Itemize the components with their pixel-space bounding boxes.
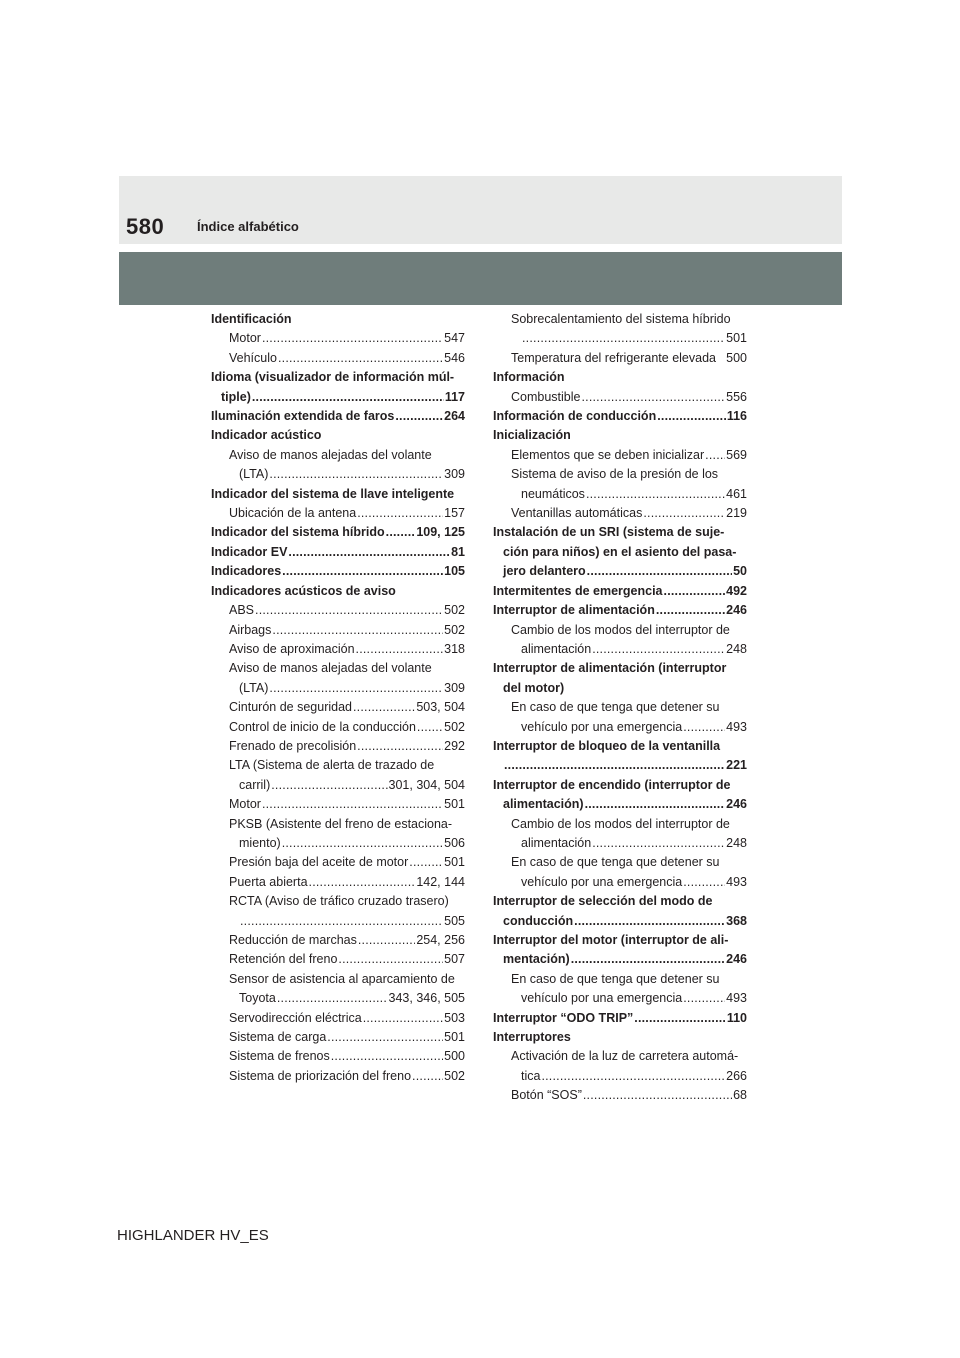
dot-leader: [272, 621, 443, 640]
index-entry: [211, 426, 465, 445]
entry-text: Idioma (visualizador de información múl-: [211, 370, 455, 385]
entry-text: Sistema de carga: [229, 1030, 327, 1045]
dot-leader: [592, 640, 725, 659]
entry-text: Indicadores acústicos de aviso: [211, 583, 396, 598]
index-subentry: [211, 698, 465, 717]
dot-leader: [269, 679, 443, 698]
page-reference: 502: [444, 1068, 465, 1083]
page-reference: 556: [726, 389, 747, 404]
dot-leader: [657, 407, 726, 426]
dot-leader: [683, 718, 725, 737]
page-reference: 569: [726, 447, 747, 462]
entry-text: Puerta abierta: [229, 874, 308, 889]
index-subentry: [493, 329, 747, 348]
index-subentry: [493, 815, 747, 834]
entry-text: Toyota: [239, 991, 276, 1006]
entry-text: Activación de la luz de carretera automá-: [511, 1049, 739, 1064]
section-title: Índice alfabético: [197, 219, 299, 234]
dot-leader: [255, 601, 443, 620]
index-subentry: [493, 1047, 747, 1066]
entry-text: Aviso de aproximación: [229, 641, 355, 656]
index-entry: [493, 737, 747, 756]
dot-leader: [683, 989, 725, 1008]
dot-leader: [262, 795, 443, 814]
page-reference: 502: [444, 719, 465, 734]
index-subentry: [211, 659, 465, 678]
dot-leader: [586, 485, 725, 504]
index-subentry: [211, 950, 465, 969]
page-reference: 50: [733, 564, 747, 579]
page-reference: 501: [444, 1030, 465, 1045]
index-subentry: [493, 1086, 747, 1105]
page-reference: 309: [444, 680, 465, 695]
page-reference: 142, 144: [416, 874, 465, 889]
footer-model-label: HIGHLANDER HV_ES: [117, 1227, 269, 1244]
index-subentry: [211, 756, 465, 775]
entry-text: LTA (Sistema de alerta de trazado de: [229, 758, 435, 773]
index-entry: [211, 562, 465, 581]
index-entry: [493, 407, 747, 426]
entry-text: Airbags: [229, 622, 272, 637]
index-subentry: [493, 485, 747, 504]
entry-text: Interruptor de bloqueo de la ventanilla: [493, 738, 721, 753]
dot-leader: [522, 329, 725, 348]
entry-text: Interruptor “ODO TRIP”: [493, 1010, 634, 1025]
entry-text: conducción: [503, 913, 574, 928]
entry-text: Indicadores: [211, 564, 282, 579]
entry-text: Información de conducción: [493, 409, 657, 424]
dot-leader: [269, 465, 443, 484]
entry-text: Botón “SOS”: [511, 1088, 582, 1103]
dot-leader: [358, 931, 415, 950]
entry-text: Información: [493, 370, 565, 385]
page-reference: 505: [444, 913, 465, 928]
entry-text: Identificación: [211, 312, 292, 326]
entry-text: ABS: [229, 603, 255, 618]
index-subentry: [211, 718, 465, 737]
entry-text: mentación): [503, 952, 570, 967]
index-subentry: [493, 621, 747, 640]
entry-text: alimentación: [521, 835, 592, 850]
page-reference: 507: [444, 952, 465, 967]
entry-text: Frenado de precolisión: [229, 738, 357, 753]
dot-leader: [353, 698, 415, 717]
dot-leader: [277, 989, 388, 1008]
entry-text: Indicador EV: [211, 544, 288, 559]
index-entry: [493, 912, 747, 931]
index-subentry: [211, 465, 465, 484]
page-reference: 500: [444, 1049, 465, 1064]
entry-text: Indicador del sistema de llave inteligente: [211, 486, 455, 501]
index-subentry: [211, 349, 465, 368]
page-reference: 547: [444, 331, 465, 346]
entry-text: Sistema de priorización del freno: [229, 1068, 412, 1083]
dot-leader: [240, 912, 443, 931]
index-column-left: [211, 310, 465, 1086]
entry-text: Aviso de manos alejadas del volante: [229, 661, 432, 676]
index-entry: [493, 368, 747, 387]
index-entry: [493, 892, 747, 911]
index-entry: [211, 582, 465, 601]
index-entry: [211, 368, 465, 387]
dot-leader: [705, 446, 725, 465]
page-reference: 461: [726, 486, 747, 501]
index-subentry: [493, 834, 747, 853]
page-reference: 546: [444, 350, 465, 365]
entry-text: RCTA (Aviso de tráfico cruzado trasero): [229, 894, 449, 909]
entry-text: Servodirección eléctrica: [229, 1010, 362, 1025]
index-subentry: [493, 698, 747, 717]
dot-leader: [331, 1047, 443, 1066]
index-entry: [493, 426, 747, 445]
dot-leader: [327, 1028, 443, 1047]
dot-leader: [252, 388, 444, 407]
entry-text: En caso de que tenga que detener su: [511, 700, 720, 715]
dot-leader: [574, 912, 725, 931]
page-reference: 246: [726, 797, 747, 812]
index-entry: [493, 795, 747, 814]
dot-leader: [656, 601, 725, 620]
entry-text: del motor): [503, 680, 565, 695]
dot-leader: [683, 873, 725, 892]
page-reference: 117: [444, 389, 465, 404]
entry-text: En caso de que tenga que detener su: [511, 971, 720, 986]
page-reference: 492: [726, 583, 747, 598]
entry-text: Sobrecalentamiento del sistema híbrido: [511, 312, 731, 326]
page-reference: 503, 504: [416, 700, 465, 715]
index-subentry: [493, 388, 747, 407]
page-reference: 221: [726, 758, 747, 773]
page-reference: 246: [726, 952, 747, 967]
index-subentry: [211, 1009, 465, 1028]
index-entry: [493, 562, 747, 581]
entry-text: jero delantero: [503, 564, 586, 579]
index-entry: [211, 523, 465, 542]
index-subentry: [211, 834, 465, 853]
index-entry: [493, 543, 747, 562]
index-subentry: [211, 892, 465, 911]
entry-text: Sistema de aviso de la presión de los: [511, 467, 719, 482]
index-subentry: [211, 912, 465, 931]
index-entry: [493, 776, 747, 795]
index-subentry: [211, 853, 465, 872]
index-subentry: [493, 446, 747, 465]
index-subentry: [493, 989, 747, 1008]
entry-text: Reducción de marchas: [229, 933, 357, 947]
entry-text: Motor: [229, 797, 261, 812]
page-reference: 248: [726, 641, 747, 656]
dot-leader: [581, 388, 725, 407]
index-entry: [211, 388, 465, 407]
index-entry: [211, 407, 465, 426]
index-entry: [493, 1009, 747, 1028]
entry-text: ción para niños) en el asiento del pasa-: [503, 544, 737, 559]
index-subentry: [493, 349, 747, 368]
entry-text: Presión baja del aceite de motor: [229, 855, 409, 870]
entry-text: neumáticos: [521, 486, 585, 501]
entry-text: Control de inicio de la conducción: [229, 719, 416, 734]
index-column-right: [493, 310, 747, 1106]
dot-leader: [417, 718, 443, 737]
page-reference: 502: [444, 622, 465, 637]
entry-text: vehículo por una emergencia: [521, 719, 683, 734]
dot-leader: [363, 1009, 443, 1028]
page-reference: 266: [726, 1068, 747, 1083]
dot-leader: [504, 756, 725, 775]
entry-text: Cinturón de seguridad: [229, 700, 352, 715]
index-entry: [493, 679, 747, 698]
dot-leader: [634, 1009, 726, 1028]
entry-text: Instalación de un SRI (sistema de suje-: [493, 525, 725, 540]
index-subentry: [211, 776, 465, 795]
page-reference: 157: [444, 506, 465, 521]
page-reference: 501: [444, 855, 465, 870]
index-entry: [211, 543, 465, 562]
dot-leader: [271, 776, 387, 795]
index-subentry: [493, 504, 747, 523]
dot-leader: [356, 640, 444, 659]
entry-text: Elementos que se deben inicializar: [511, 447, 705, 462]
page-reference: 248: [726, 835, 747, 850]
index-entry: [493, 601, 747, 620]
index-subentry: [211, 1028, 465, 1047]
dot-leader: [587, 562, 732, 581]
dot-leader: [288, 543, 450, 562]
index-entry: [493, 659, 747, 678]
page-reference: 110: [726, 1010, 747, 1025]
dot-leader: [585, 795, 726, 814]
index-subentry: [211, 504, 465, 523]
index-entry: [493, 1028, 747, 1047]
index-entry: [493, 931, 747, 950]
dot-leader: [338, 950, 443, 969]
entry-text: Cambio de los modos del interruptor de: [511, 622, 730, 637]
index-subentry: [211, 601, 465, 620]
index-subentry: [211, 815, 465, 834]
entry-text: Motor: [229, 331, 261, 346]
index-subentry: [211, 795, 465, 814]
page-reference: 81: [451, 544, 465, 559]
index-subentry: [211, 640, 465, 659]
entry-text: Cambio de los modos del interruptor de: [511, 816, 730, 831]
entry-text: Sensor de asistencia al aparcamiento de: [229, 971, 455, 986]
entry-text: (LTA): [239, 467, 269, 482]
index-entry: [493, 950, 747, 969]
entry-text: miento): [239, 835, 281, 850]
page-reference: 68: [733, 1088, 747, 1103]
entry-text: Combustible: [511, 389, 581, 404]
entry-text: alimentación): [503, 797, 584, 812]
entry-text: Retención del freno: [229, 952, 338, 967]
entry-text: Interruptor de alimentación: [493, 603, 655, 618]
entry-text: Ventanillas automáticas: [511, 506, 643, 521]
entry-text: Sistema de frenos: [229, 1049, 330, 1064]
entry-text: En caso de que tenga que detener su: [511, 855, 720, 870]
page-reference: 493: [726, 991, 747, 1006]
index-subentry: [211, 446, 465, 465]
index-entry: [211, 485, 465, 504]
index-subentry: [493, 465, 747, 484]
dot-leader: [278, 349, 443, 368]
entry-text: PKSB (Asistente del freno de estaciona-: [229, 816, 453, 831]
page-reference: 493: [726, 719, 747, 734]
entry-text: Interruptores: [493, 1030, 571, 1045]
dot-leader: [412, 1067, 443, 1086]
index-entry: [493, 756, 747, 775]
page-reference: 500: [726, 350, 747, 365]
entry-text: Interruptor del motor (interruptor de ali-: [493, 933, 729, 947]
page-reference: 502: [444, 603, 465, 618]
entry-text: Ubicación de la antena: [229, 506, 357, 521]
entry-text: Indicador del sistema híbrido: [211, 525, 385, 540]
index-subentry: [211, 737, 465, 756]
dot-leader: [643, 504, 725, 523]
index-subentry: [211, 989, 465, 1008]
page-reference: 506: [444, 835, 465, 850]
page-reference: 109, 125: [416, 525, 465, 540]
entry-text: alimentación: [521, 641, 592, 656]
page-reference: 105: [444, 564, 465, 579]
page-reference: 503: [444, 1010, 465, 1025]
dot-leader: [282, 834, 443, 853]
dot-leader: [357, 504, 443, 523]
entry-text: (LTA): [239, 680, 269, 695]
page-number: 580: [126, 214, 165, 239]
dot-leader: [592, 834, 725, 853]
page-reference: 219: [726, 506, 747, 521]
index-entry: [211, 310, 465, 329]
header-band: [119, 252, 842, 305]
index-subentry: [211, 970, 465, 989]
page-reference: 501: [726, 331, 747, 346]
page-reference: 318: [444, 641, 465, 656]
dot-leader: [664, 582, 726, 601]
page-reference: 343, 346, 505: [388, 991, 465, 1006]
index-subentry: [211, 1047, 465, 1066]
entry-text: Indicador acústico: [211, 428, 322, 443]
page-reference: 246: [726, 603, 747, 618]
index-subentry: [211, 1067, 465, 1086]
entry-text: Vehículo: [229, 350, 277, 365]
index-subentry: [493, 970, 747, 989]
index-subentry: [493, 873, 747, 892]
dot-leader: [262, 329, 443, 348]
entry-text: tica: [521, 1068, 541, 1083]
entry-text: Interruptor de encendido (interruptor de: [493, 777, 731, 792]
page-reference: 254, 256: [416, 933, 465, 947]
page-reference: 264: [444, 409, 465, 424]
index-subentry: [493, 640, 747, 659]
index-subentry: [211, 873, 465, 892]
dot-leader: [309, 873, 416, 892]
index-subentry: [211, 679, 465, 698]
dot-leader: [583, 1086, 732, 1105]
page-reference: 493: [726, 874, 747, 889]
index-subentry: [493, 310, 747, 329]
entry-text: Inicialización: [493, 428, 571, 443]
index-subentry: [493, 1067, 747, 1086]
entry-text: vehículo por una emergencia: [521, 874, 683, 889]
entry-text: Iluminación extendida de faros: [211, 409, 395, 424]
entry-text: Interruptor de selección del modo de: [493, 894, 713, 909]
index-subentry: [211, 621, 465, 640]
entry-text: Interruptor de alimentación (interruptor: [493, 661, 727, 676]
index-subentry: [211, 931, 465, 950]
dot-leader: [282, 562, 443, 581]
entry-text: Temperatura del refrigerante elevada: [511, 350, 716, 365]
index-subentry: [493, 853, 747, 872]
page-reference: 292: [444, 738, 465, 753]
index-subentry: [493, 718, 747, 737]
index-subentry: [211, 329, 465, 348]
dot-leader: [409, 853, 443, 872]
entry-text: vehículo por una emergencia: [521, 991, 683, 1006]
page-reference: 368: [726, 913, 747, 928]
entry-text: tiple): [221, 389, 251, 404]
index-entry: [493, 582, 747, 601]
dot-leader: [571, 950, 725, 969]
page-reference: 309: [444, 467, 465, 482]
dot-leader: [395, 407, 443, 426]
page-reference: 301, 304, 504: [388, 777, 465, 792]
entry-text: Intermitentes de emergencia: [493, 583, 663, 598]
page-reference: 116: [726, 409, 747, 424]
dot-leader: [541, 1067, 725, 1086]
dot-leader: [386, 523, 416, 542]
index-entry: [493, 523, 747, 542]
entry-text: carril): [239, 777, 271, 792]
dot-leader: [357, 737, 443, 756]
entry-text: Aviso de manos alejadas del volante: [229, 447, 432, 462]
page-reference: 501: [444, 797, 465, 812]
